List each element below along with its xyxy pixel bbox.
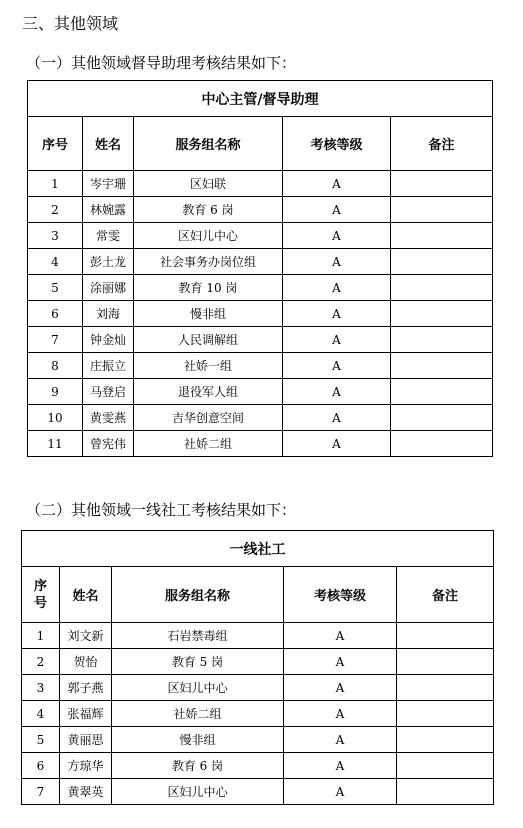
- column-header-note: 备注: [391, 117, 493, 171]
- assessment-grade-cell: A: [283, 171, 391, 197]
- table-row: [28, 197, 493, 223]
- service-group-cell: 区妇儿中心: [134, 223, 283, 249]
- table-title: 一线社工: [22, 531, 494, 567]
- assessment-grade-cell: A: [283, 197, 391, 223]
- table-row: [22, 779, 494, 805]
- assessment-grade-cell: A: [283, 275, 391, 301]
- assessment-grade-cell: A: [283, 405, 391, 431]
- row-number-cell: 9: [28, 379, 83, 405]
- table-title-row: [28, 81, 493, 117]
- table-row: [22, 649, 494, 675]
- service-group-cell: 区妇儿中心: [112, 779, 284, 805]
- assessment-grade-cell: A: [283, 353, 391, 379]
- member-name-cell: 常雯: [83, 223, 134, 249]
- member-name-cell: 黄雯燕: [83, 405, 134, 431]
- assessment-grade-cell: A: [284, 649, 397, 675]
- service-group-cell: 慢非组: [134, 301, 283, 327]
- service-group-cell: 吉华创意空间: [134, 405, 283, 431]
- remark-cell: [397, 753, 494, 779]
- member-name-cell: 贺怡: [60, 649, 112, 675]
- row-number-cell: 2: [22, 649, 60, 675]
- service-group-cell: 社会事务办岗位组: [134, 249, 283, 275]
- remark-cell: [391, 301, 493, 327]
- table-row: [28, 171, 493, 197]
- remark-cell: [397, 675, 494, 701]
- part1-subtitle: （一）其他领域督导助理考核结果如下：: [26, 54, 297, 72]
- supervisor-assessment-table: [27, 80, 493, 457]
- service-group-cell: 退役军人组: [134, 379, 283, 405]
- column-header-group: 服务组名称: [112, 567, 284, 623]
- remark-cell: [391, 275, 493, 301]
- service-group-cell: 石岩禁毒组: [112, 623, 284, 649]
- service-group-cell: 人民调解组: [134, 327, 283, 353]
- row-number-cell: 11: [28, 431, 83, 457]
- column-header-name: 姓名: [60, 567, 112, 623]
- column-header-no: [22, 567, 60, 623]
- table-row: [28, 327, 493, 353]
- assessment-grade-cell: A: [284, 701, 397, 727]
- assessment-grade-cell: A: [284, 779, 397, 805]
- remark-cell: [391, 223, 493, 249]
- service-group-cell: 社娇一组: [134, 353, 283, 379]
- table-title: 中心主管/督导助理: [28, 81, 493, 117]
- remark-cell: [397, 623, 494, 649]
- table-body: [22, 623, 494, 805]
- member-name-cell: 张福辉: [60, 701, 112, 727]
- member-name-cell: 林婉露: [83, 197, 134, 223]
- row-number-cell: 6: [28, 301, 83, 327]
- row-number-cell: 6: [22, 753, 60, 779]
- service-group-cell: 社娇二组: [112, 701, 284, 727]
- table-row: [28, 405, 493, 431]
- row-number-cell: 7: [28, 327, 83, 353]
- row-number-cell: 5: [22, 727, 60, 753]
- table-row: [28, 275, 493, 301]
- assessment-grade-cell: A: [284, 727, 397, 753]
- row-number-cell: 3: [22, 675, 60, 701]
- assessment-grade-cell: A: [284, 675, 397, 701]
- member-name-cell: 钟金灿: [83, 327, 134, 353]
- member-name-cell: 刘文新: [60, 623, 112, 649]
- remark-cell: [391, 171, 493, 197]
- member-name-cell: 刘海: [83, 301, 134, 327]
- service-group-cell: 区妇儿中心: [112, 675, 284, 701]
- remark-cell: [391, 353, 493, 379]
- assessment-grade-cell: A: [283, 301, 391, 327]
- part2-subtitle: （二）其他领域一线社工考核结果如下：: [26, 501, 297, 519]
- column-header-no: 序号: [28, 117, 83, 171]
- remark-cell: [397, 779, 494, 805]
- remark-cell: [391, 379, 493, 405]
- member-name-cell: 岑宇珊: [83, 171, 134, 197]
- member-name-cell: 郭子燕: [60, 675, 112, 701]
- assessment-grade-cell: A: [283, 379, 391, 405]
- column-header-note: 备注: [397, 567, 494, 623]
- column-header-group: 服务组名称: [134, 117, 283, 171]
- service-group-cell: 教育 6 岗: [112, 753, 284, 779]
- remark-cell: [391, 197, 493, 223]
- member-name-cell: 黄翠英: [60, 779, 112, 805]
- table-row: [28, 301, 493, 327]
- assessment-grade-cell: A: [283, 223, 391, 249]
- member-name-cell: 马登启: [83, 379, 134, 405]
- table-title-row: [22, 531, 494, 567]
- service-group-cell: 区妇联: [134, 171, 283, 197]
- remark-cell: [391, 327, 493, 353]
- column-header-name: 姓名: [83, 117, 134, 171]
- table-row: [22, 753, 494, 779]
- member-name-cell: 方琼华: [60, 753, 112, 779]
- row-number-cell: 5: [28, 275, 83, 301]
- assessment-grade-cell: A: [284, 753, 397, 779]
- service-group-cell: 教育 6 岗: [134, 197, 283, 223]
- column-header-no-line2: 号: [33, 595, 47, 611]
- member-name-cell: 曾宪伟: [83, 431, 134, 457]
- remark-cell: [397, 727, 494, 753]
- member-name-cell: 庄振立: [83, 353, 134, 379]
- assessment-grade-cell: A: [283, 327, 391, 353]
- column-header-no-line1: 序: [33, 578, 47, 594]
- row-number-cell: 3: [28, 223, 83, 249]
- row-number-cell: 1: [28, 171, 83, 197]
- table-row: [28, 431, 493, 457]
- service-group-cell: 慢非组: [112, 727, 284, 753]
- member-name-cell: 彭土龙: [83, 249, 134, 275]
- table-row: [22, 727, 494, 753]
- social-worker-assessment-table: [21, 530, 494, 805]
- column-header-grade: 考核等级: [284, 567, 397, 623]
- remark-cell: [391, 405, 493, 431]
- assessment-grade-cell: A: [283, 431, 391, 457]
- table-row: [28, 379, 493, 405]
- table-header-row: [28, 117, 493, 171]
- row-number-cell: 8: [28, 353, 83, 379]
- row-number-cell: 4: [28, 249, 83, 275]
- row-number-cell: 7: [22, 779, 60, 805]
- service-group-cell: 社娇二组: [134, 431, 283, 457]
- table-body: [28, 171, 493, 457]
- table-row: [22, 623, 494, 649]
- table-header-row: [22, 567, 494, 623]
- member-name-cell: 黄丽思: [60, 727, 112, 753]
- service-group-cell: 教育 10 岗: [134, 275, 283, 301]
- remark-cell: [391, 431, 493, 457]
- table-row: [22, 675, 494, 701]
- table-row: [28, 249, 493, 275]
- remark-cell: [397, 701, 494, 727]
- table-row: [28, 223, 493, 249]
- row-number-cell: 4: [22, 701, 60, 727]
- member-name-cell: 涂丽娜: [83, 275, 134, 301]
- remark-cell: [391, 249, 493, 275]
- table-row: [22, 701, 494, 727]
- column-header-grade: 考核等级: [283, 117, 391, 171]
- row-number-cell: 10: [28, 405, 83, 431]
- row-number-cell: 2: [28, 197, 83, 223]
- assessment-grade-cell: A: [283, 249, 391, 275]
- service-group-cell: 教育 5 岗: [112, 649, 284, 675]
- row-number-cell: 1: [22, 623, 60, 649]
- section-heading: 三、其他领域: [22, 14, 119, 33]
- assessment-grade-cell: A: [284, 623, 397, 649]
- remark-cell: [397, 649, 494, 675]
- table-row: [28, 353, 493, 379]
